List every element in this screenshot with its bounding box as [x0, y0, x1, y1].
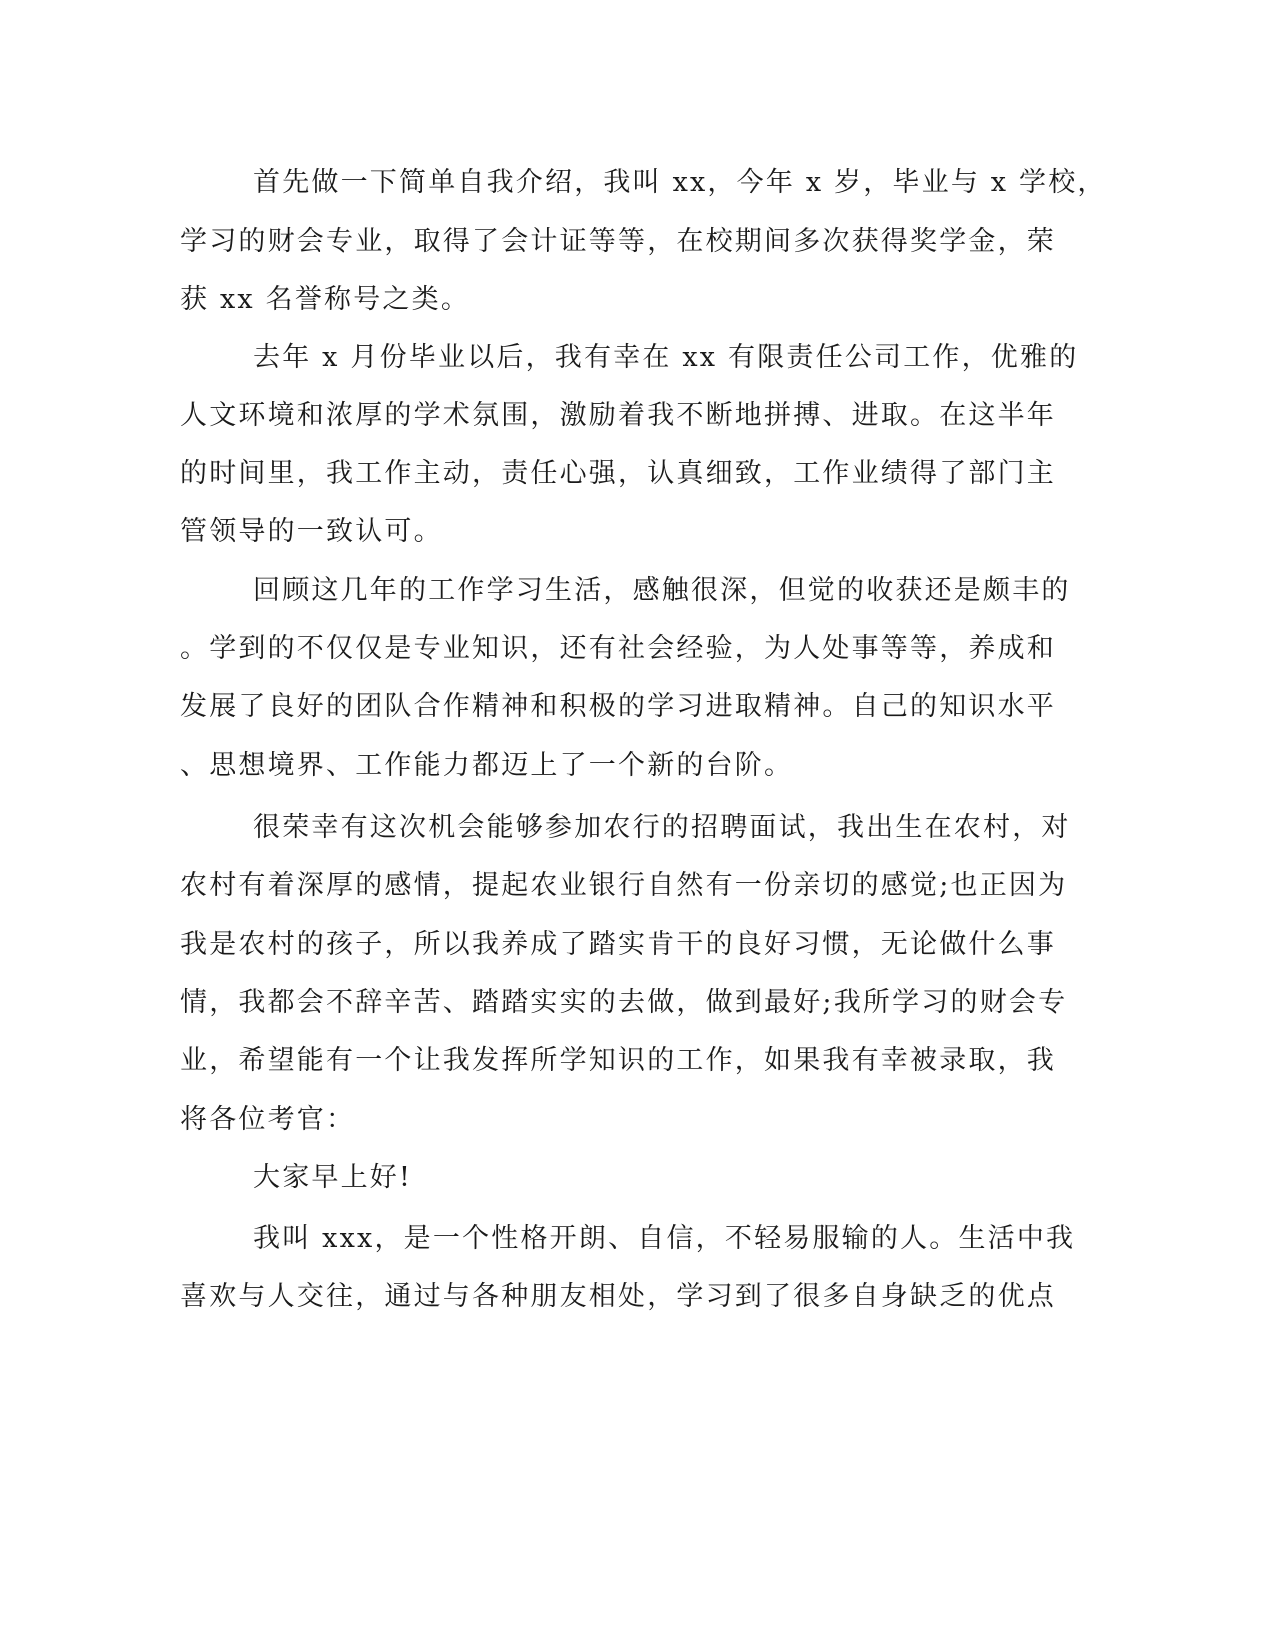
text-line: 、思想境界、工作能力都迈上了一个新的台阶。	[180, 750, 794, 781]
text-line: 将各位考官：	[180, 1104, 356, 1135]
text-line: 的时间里，我工作主动，责任心强，认真细致，工作业绩得了部门主	[180, 458, 1056, 489]
text-line: 发展了良好的团队合作精神和积极的学习进取精神。自己的知识水平	[180, 691, 1056, 722]
text-line: 去年 x 月份毕业以后，我有幸在 xx 有限责任公司工作，优雅的	[253, 342, 1079, 373]
text-line: 学习的财会专业，取得了会计证等等，在校期间多次获得奖学金，荣	[180, 226, 1056, 257]
text-line: 我是农村的孩子，所以我养成了踏实肯干的良好习惯，无论做什么事	[180, 929, 1056, 960]
text-line: 我叫 xxx，是一个性格开朗、自信，不轻易服输的人。生活中我	[253, 1223, 1076, 1254]
text-line: 喜欢与人交往，通过与各种朋友相处，学习到了很多自身缺乏的优点	[180, 1281, 1056, 1312]
text-line: 人文环境和浓厚的学术氛围，激励着我不断地拼搏、进取。在这半年	[180, 400, 1056, 431]
text-line: 很荣幸有这次机会能够参加农行的招聘面试，我出生在农村，对	[253, 812, 1071, 843]
text-line: 首先做一下简单自我介绍，我叫 xx，今年 x 岁，毕业与 x 学校，	[253, 167, 1107, 198]
text-line: 回顾这几年的工作学习生活，感触很深，但觉的收获还是颇丰的	[253, 575, 1071, 606]
text-line: 农村有着深厚的感情，提起农业银行自然有一份亲切的感觉;也正因为	[180, 870, 1068, 901]
text-line: 获 xx 名誉称号之类。	[180, 284, 471, 315]
text-line: 。学到的不仅仅是专业知识，还有社会经验，为人处事等等，养成和	[180, 633, 1056, 664]
text-line: 大家早上好!	[253, 1162, 413, 1193]
text-line: 业，希望能有一个让我发挥所学知识的工作，如果我有幸被录取，我	[180, 1045, 1056, 1076]
text-line: 管领导的一致认可。	[180, 516, 443, 547]
text-line: 情，我都会不辞辛苦、踏踏实实的去做，做到最好;我所学习的财会专	[180, 987, 1068, 1018]
